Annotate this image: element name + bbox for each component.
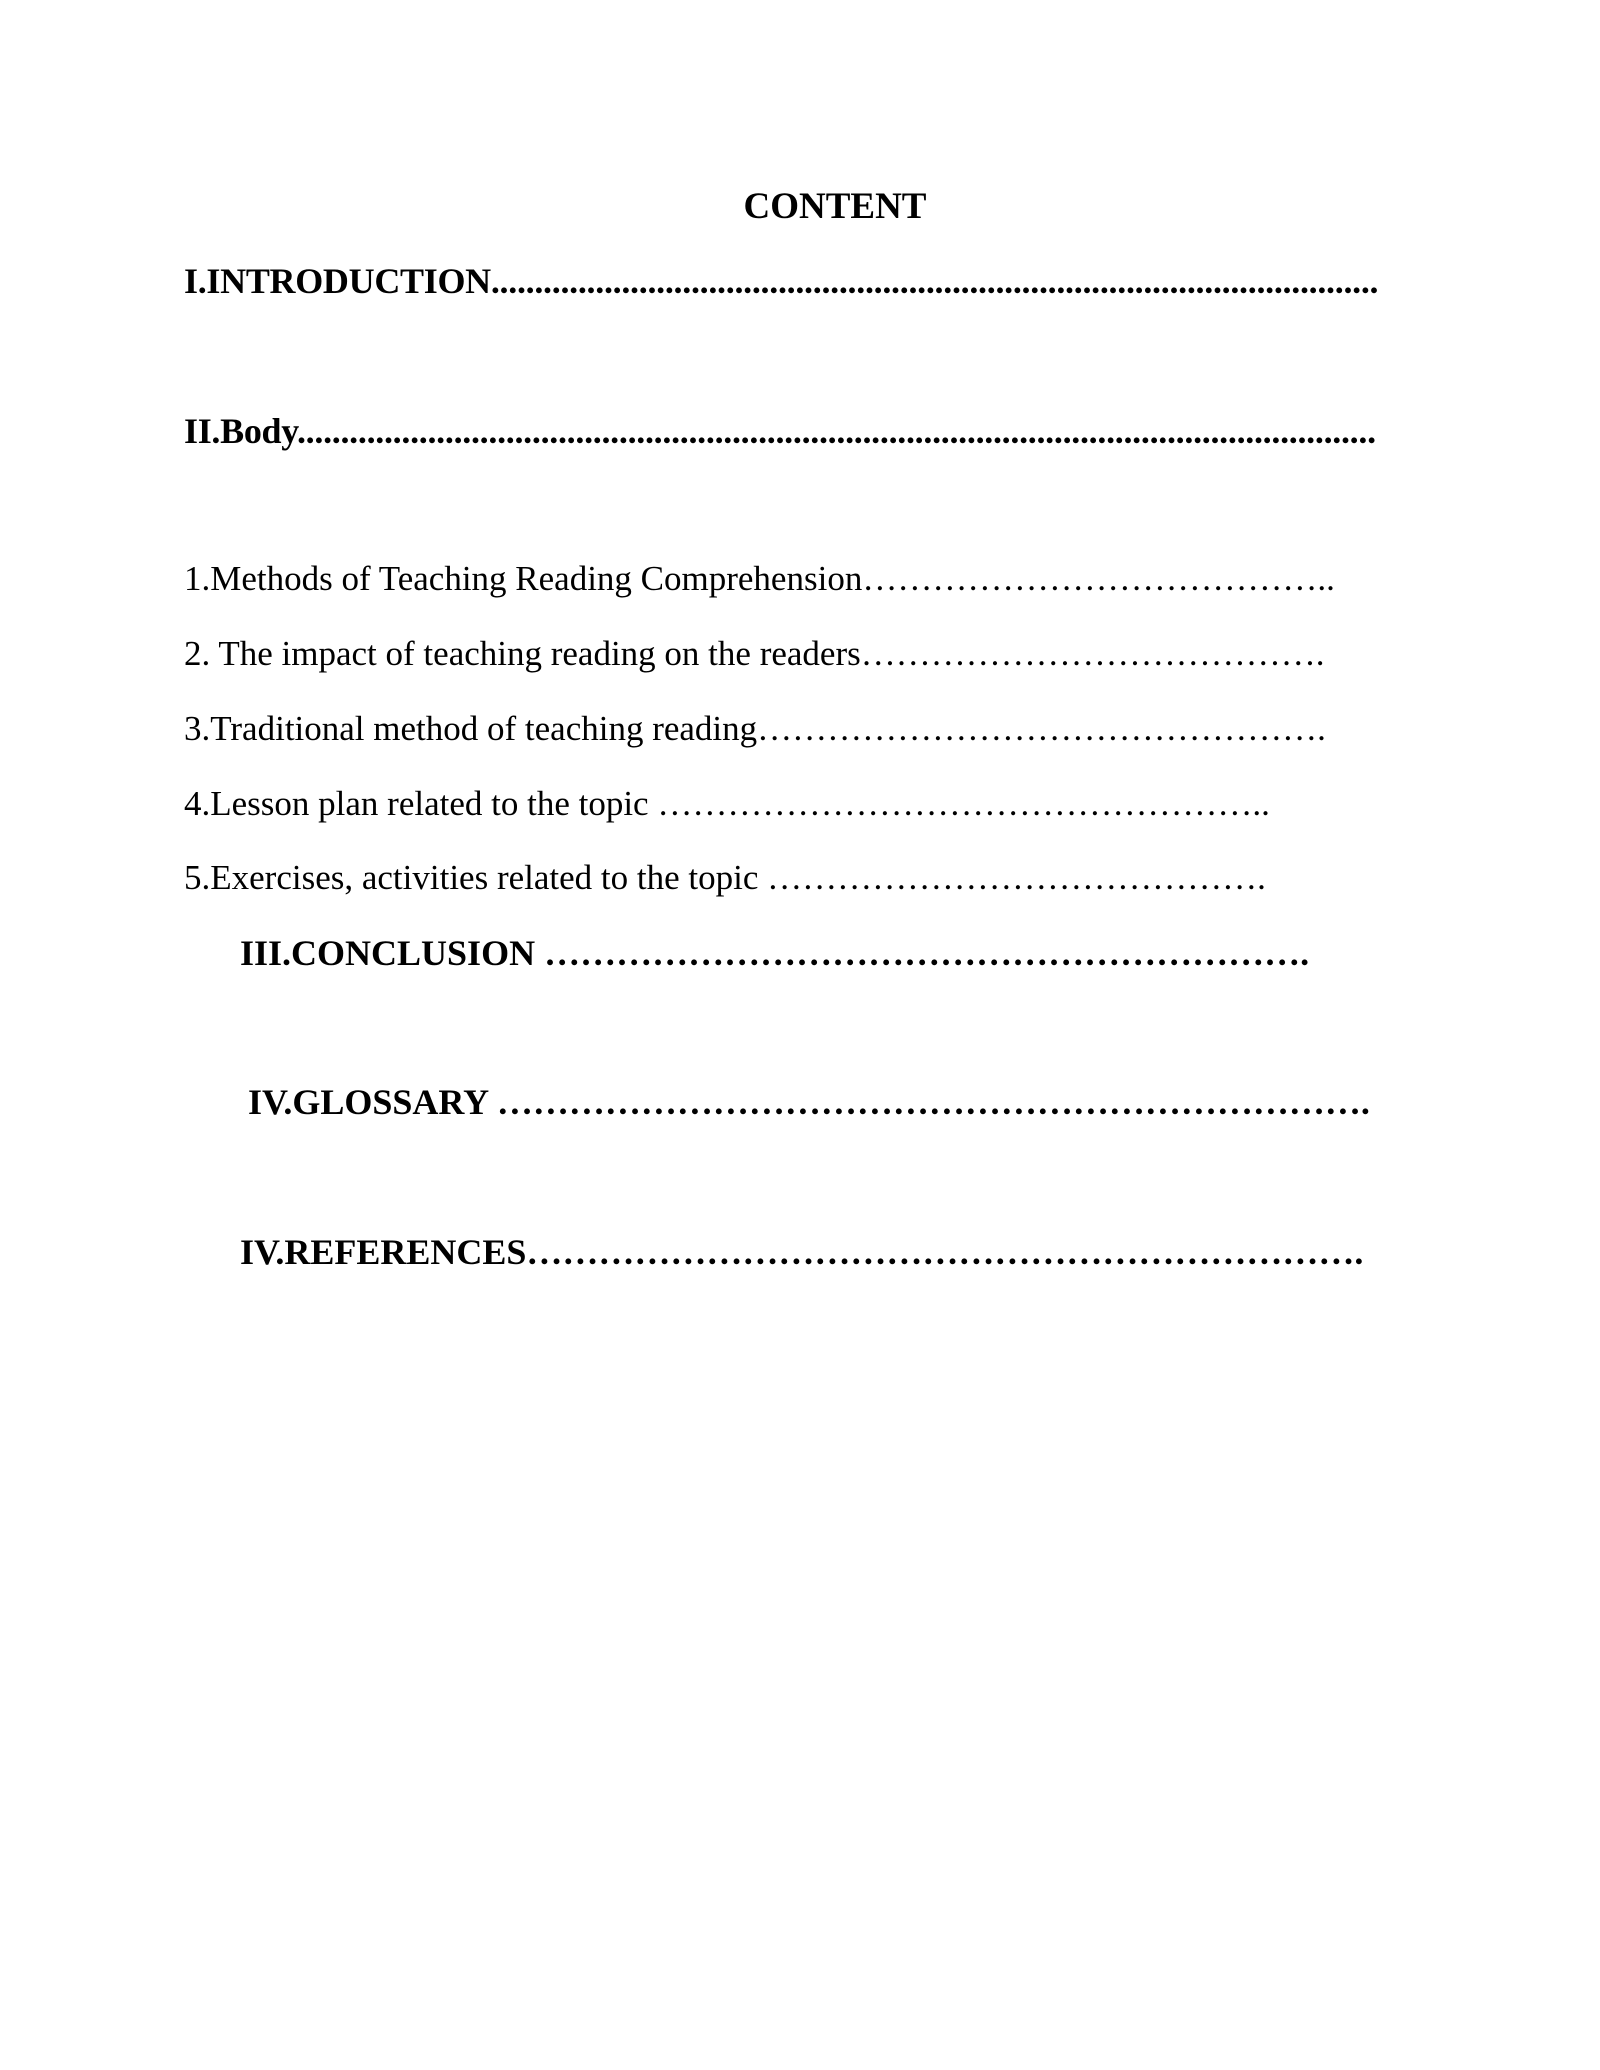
toc-entry-introduction: I.INTRODUCTION...................................................................................................... (184, 261, 1379, 301)
toc-entry-lesson-plan: 4.Lesson plan related to the topic …………………………………………….. (184, 784, 1270, 823)
toc-entry-glossary: IV.GLOSSARY ………………………………………………………………. (248, 1082, 1370, 1122)
toc-entry-methods-of-teaching-reading: 1.Methods of Teaching Reading Comprehension………………………………….. (184, 559, 1335, 598)
toc-entry-exercises-activities: 5.Exercises, activities related to the topic ……………………………………. (184, 858, 1266, 897)
toc-entry-body: II.Body............................................................................................................................ (184, 411, 1376, 451)
toc-entry-references: IV.REFERENCES……………………………………………………………. (240, 1232, 1364, 1272)
toc-entry-impact-of-teaching-reading: 2. The impact of teaching reading on the readers…………………………………. (184, 634, 1325, 673)
toc-entry-traditional-method: 3.Traditional method of teaching reading…………………………………………. (184, 709, 1326, 748)
toc-entry-conclusion: III.CONCLUSION ………………………………………………………. (240, 933, 1310, 973)
page-title: CONTENT (743, 186, 927, 227)
